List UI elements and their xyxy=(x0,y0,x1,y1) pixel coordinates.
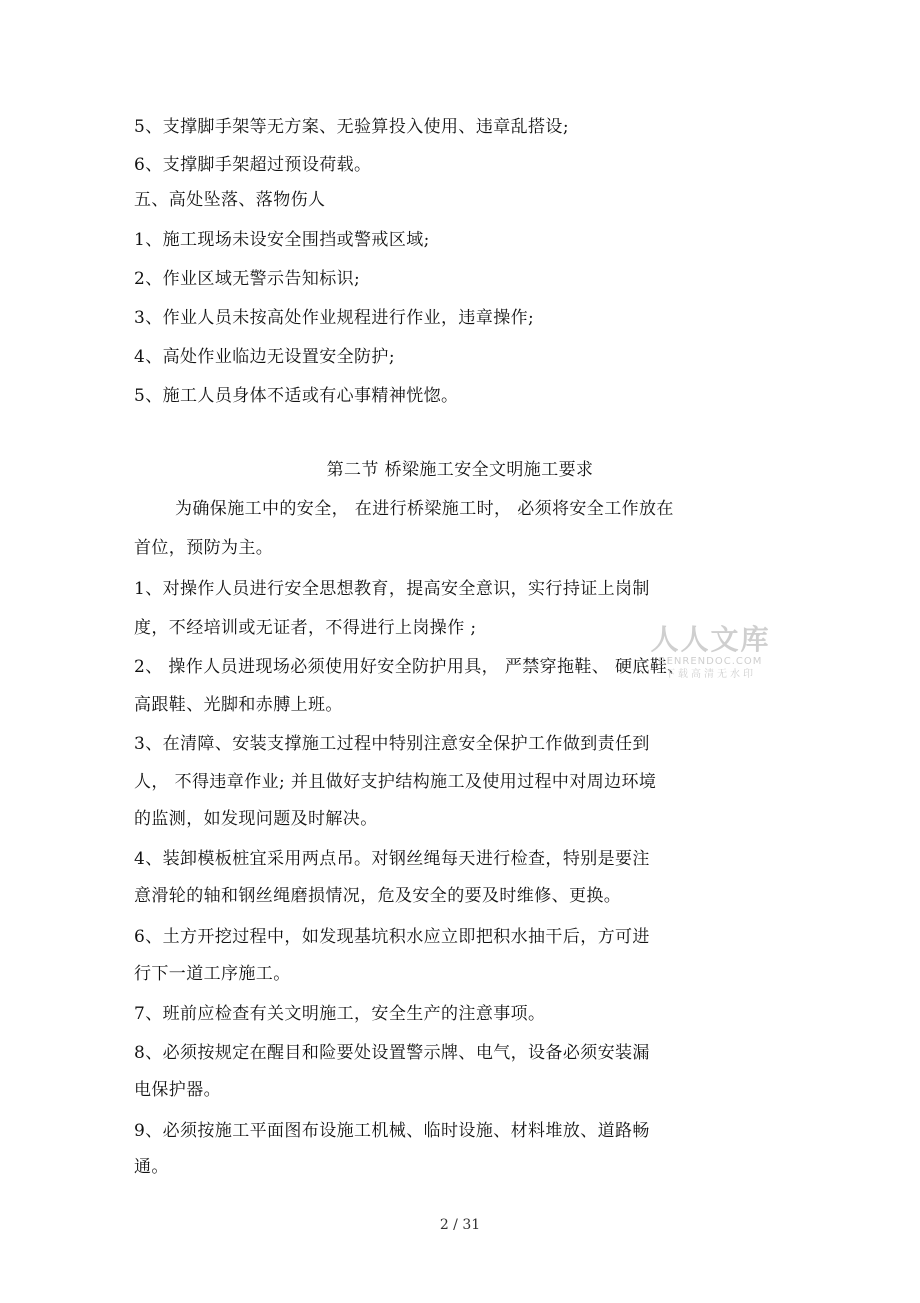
section-heading: 五、高处坠落、落物伤人 xyxy=(134,190,326,210)
paragraph-line: 意滑轮的轴和钢丝绳磨损情况，危及安全的要及时维修、更换。 xyxy=(134,886,622,906)
paragraph-line: 高跟鞋、光脚和赤膊上班。 xyxy=(134,695,343,715)
paragraph-line: 为确保施工中的安全， 在进行桥梁施工时， 必须将安全工作放在 xyxy=(175,499,674,519)
section-title: 第二节 桥梁施工安全文明施工要求 xyxy=(326,460,594,480)
paragraph-line: 6、土方开挖过程中，如发现基坑积水应立即把积水抽干后，方可进 xyxy=(134,927,650,947)
paragraph-line: 人， 不得违章作业; 并且做好支护结构施工及使用过程中对周边环境 xyxy=(134,772,657,792)
paragraph-line: 度，不经培训或无证者，不得进行上岗操作 ; xyxy=(134,618,477,638)
paragraph-line: 的监测，如发现问题及时解决。 xyxy=(134,809,378,829)
paragraph-line: 行下一道工序施工。 xyxy=(134,964,291,984)
text-line: 6、支撑脚手架超过预设荷载。 xyxy=(134,155,372,175)
watermark-subtitle: 下载高清无水印 xyxy=(665,669,756,680)
text-line: 5、支撑脚手架等无方案、无验算投入使用、违章乱搭设; xyxy=(134,117,569,137)
paragraph-line: 电保护器。 xyxy=(134,1080,221,1100)
paragraph-line: 4、装卸模板桩宜采用两点吊。对钢丝绳每天进行检查，特别是要注 xyxy=(134,849,650,869)
text-line: 5、施工人员身体不适或有心事精神恍惚。 xyxy=(134,386,459,406)
paragraph-line: 3、在清障、安装支撑施工过程中特别注意安全保护工作做到责任到 xyxy=(134,734,650,754)
text-line: 3、作业人员未按高处作业规程进行作业，违章操作; xyxy=(134,308,535,328)
paragraph-line: 2、 操作人员进现场必须使用好安全防护用具， 严禁穿拖鞋、 硬底鞋、 xyxy=(134,657,685,677)
watermark-title: 人人文库 xyxy=(650,623,771,656)
watermark-url: RENRENDOC.COM xyxy=(658,656,763,667)
paragraph-line: 7、班前应检查有关文明施工，安全生产的注意事项。 xyxy=(134,1004,546,1024)
paragraph-line: 1、对操作人员进行安全思想教育，提高安全意识，实行持证上岗制 xyxy=(134,579,650,599)
paragraph-line: 首位，预防为主。 xyxy=(134,538,274,558)
paragraph-line: 8、必须按规定在醒目和险要处设置警示牌、电气，设备必须安装漏 xyxy=(134,1043,650,1063)
paragraph-line: 通。 xyxy=(134,1157,169,1177)
paragraph-line: 9、必须按施工平面图布设施工机械、临时设施、材料堆放、道路畅 xyxy=(134,1121,650,1141)
text-line: 1、施工现场未设安全围挡或警戒区域; xyxy=(134,230,430,250)
page-number: 2 / 31 xyxy=(439,1217,481,1233)
text-line: 2、作业区域无警示告知标识; xyxy=(134,269,361,289)
text-line: 4、高处作业临边无设置安全防护; xyxy=(134,347,395,367)
